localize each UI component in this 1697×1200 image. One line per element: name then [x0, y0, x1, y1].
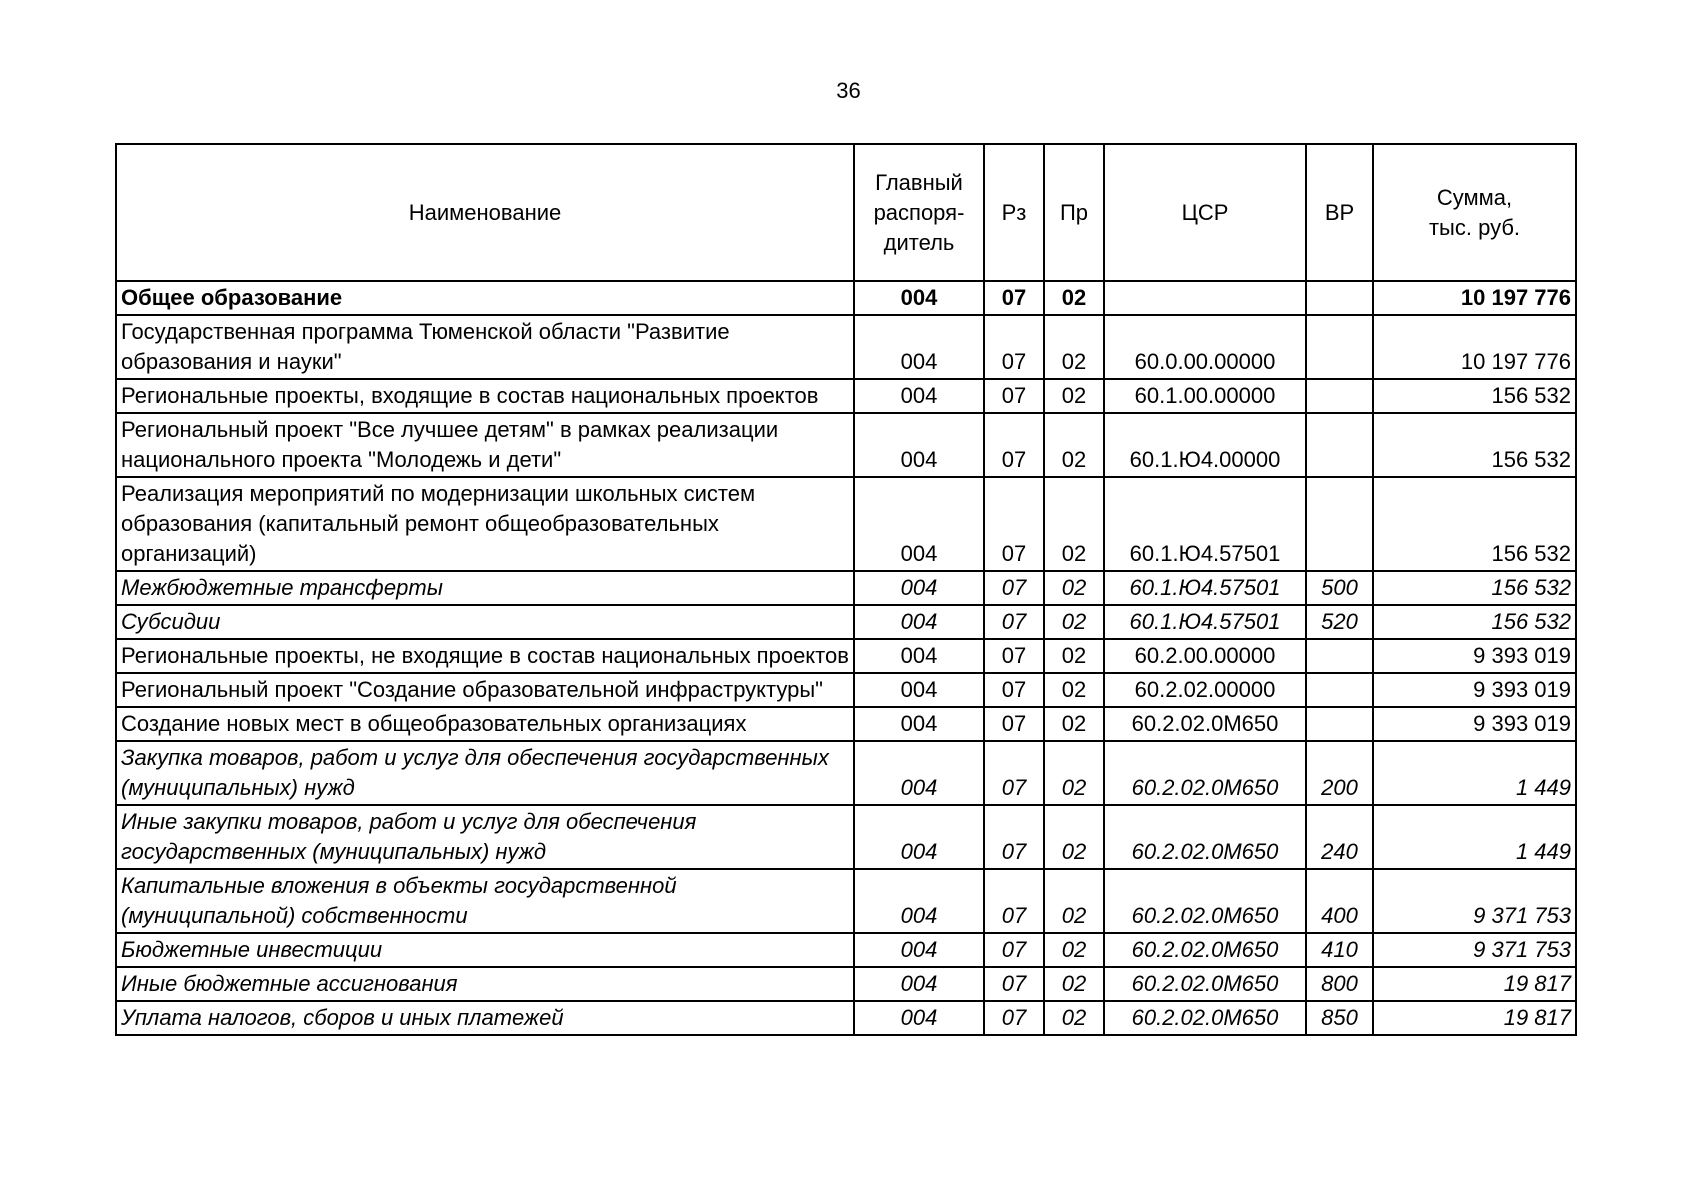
- cell-vr: [1306, 477, 1373, 571]
- table-row: [116, 741, 1576, 805]
- cell-rz: 07: [984, 805, 1044, 869]
- cell-csr: 60.2.02.0М650: [1104, 967, 1306, 1001]
- header-admin-line: Главный: [875, 169, 963, 195]
- cell-vr: [1306, 413, 1373, 477]
- cell-rz: 07: [984, 741, 1044, 805]
- cell-csr: 60.1.Ю4.00000: [1104, 413, 1306, 477]
- cell-vr: 240: [1306, 805, 1373, 869]
- cell-vr: 500: [1306, 571, 1373, 605]
- cell-csr: 60.2.02.0М650: [1104, 869, 1306, 933]
- table-header-row: [116, 144, 1576, 281]
- cell-csr: 60.2.02.00000: [1104, 673, 1306, 707]
- cell-sum: 156 532: [1373, 413, 1576, 477]
- cell-csr: 60.0.00.00000: [1104, 315, 1306, 379]
- cell-admin: 004: [854, 741, 984, 805]
- table-row: [116, 379, 1576, 413]
- cell-vr: [1306, 707, 1373, 741]
- table-row: [116, 413, 1576, 477]
- cell-sum: 9 393 019: [1373, 639, 1576, 673]
- cell-admin: 004: [854, 707, 984, 741]
- cell-admin: 004: [854, 639, 984, 673]
- cell-name: Бюджетные инвестиции: [116, 933, 854, 967]
- cell-csr: 60.2.02.0М650: [1104, 933, 1306, 967]
- cell-vr: [1306, 379, 1373, 413]
- cell-name: Капитальные вложения в объекты государственной (муниципальной) собственности: [116, 869, 854, 933]
- cell-sum: 19 817: [1373, 967, 1576, 1001]
- cell-pr: 02: [1044, 281, 1104, 315]
- cell-csr: 60.2.02.0М650: [1104, 741, 1306, 805]
- cell-vr: 520: [1306, 605, 1373, 639]
- cell-admin: 004: [854, 1001, 984, 1035]
- cell-name: Иные закупки товаров, работ и услуг для обеспечения государственных (муниципальных) нужд: [116, 805, 854, 869]
- cell-sum: 1 449: [1373, 805, 1576, 869]
- header-vr: ВР: [1306, 144, 1373, 281]
- cell-sum: 9 371 753: [1373, 933, 1576, 967]
- cell-name: Закупка товаров, работ и услуг для обеспечения государственных (муниципальных) нужд: [116, 741, 854, 805]
- cell-csr: 60.2.00.00000: [1104, 639, 1306, 673]
- table-row: [116, 933, 1576, 967]
- cell-admin: 004: [854, 571, 984, 605]
- table-row: [116, 477, 1576, 571]
- cell-csr: 60.2.02.0М650: [1104, 805, 1306, 869]
- cell-sum: 10 197 776: [1373, 281, 1576, 315]
- cell-name: Региональный проект "Все лучшее детям" в рамках реализации национального проекта "Молодежь и дети": [116, 413, 854, 477]
- cell-name: Субсидии: [116, 605, 854, 639]
- cell-pr: 02: [1044, 967, 1104, 1001]
- cell-rz: 07: [984, 673, 1044, 707]
- cell-rz: 07: [984, 571, 1044, 605]
- cell-rz: 07: [984, 707, 1044, 741]
- cell-csr: 60.1.00.00000: [1104, 379, 1306, 413]
- table-row: [116, 1001, 1576, 1035]
- cell-vr: [1306, 315, 1373, 379]
- cell-pr: 02: [1044, 639, 1104, 673]
- table-row: [116, 707, 1576, 741]
- cell-pr: 02: [1044, 869, 1104, 933]
- cell-csr: [1104, 281, 1306, 315]
- cell-pr: 02: [1044, 477, 1104, 571]
- cell-name: Реализация мероприятий по модернизации школьных систем образования (капитальный ремонт общеобразовательных организаций): [116, 477, 854, 571]
- cell-vr: [1306, 673, 1373, 707]
- cell-csr: 60.2.02.0М650: [1104, 707, 1306, 741]
- header-sum-line: тыс. руб.: [1428, 214, 1521, 240]
- cell-rz: 07: [984, 477, 1044, 571]
- cell-admin: 004: [854, 605, 984, 639]
- cell-pr: 02: [1044, 571, 1104, 605]
- cell-admin: 004: [854, 805, 984, 869]
- cell-vr: 800: [1306, 967, 1373, 1001]
- cell-name: Межбюджетные трансферты: [116, 571, 854, 605]
- table-body: [116, 281, 1576, 1035]
- cell-sum: 19 817: [1373, 1001, 1576, 1035]
- cell-pr: 02: [1044, 707, 1104, 741]
- cell-vr: 410: [1306, 933, 1373, 967]
- cell-rz: 07: [984, 1001, 1044, 1035]
- cell-csr: 60.1.Ю4.57501: [1104, 477, 1306, 571]
- cell-sum: 9 393 019: [1373, 673, 1576, 707]
- cell-sum: 156 532: [1373, 571, 1576, 605]
- cell-sum: 10 197 776: [1373, 315, 1576, 379]
- cell-admin: 004: [854, 869, 984, 933]
- table-row: [116, 639, 1576, 673]
- cell-name: Государственная программа Тюменской области "Развитие образования и науки": [116, 315, 854, 379]
- cell-name: Региональный проект "Создание образовательной инфраструктуры": [116, 673, 854, 707]
- cell-rz: 07: [984, 967, 1044, 1001]
- cell-rz: 07: [984, 605, 1044, 639]
- cell-admin: 004: [854, 477, 984, 571]
- table-row: [116, 869, 1576, 933]
- page-number: 36: [836, 78, 861, 103]
- cell-pr: 02: [1044, 413, 1104, 477]
- table-row: [116, 571, 1576, 605]
- header-pr: Пр: [1044, 144, 1104, 281]
- header-sum: [1373, 144, 1576, 281]
- cell-vr: 850: [1306, 1001, 1373, 1035]
- cell-rz: 07: [984, 639, 1044, 673]
- cell-name: Уплата налогов, сборов и иных платежей: [116, 1001, 854, 1035]
- cell-admin: 004: [854, 281, 984, 315]
- cell-rz: 07: [984, 869, 1044, 933]
- table-row: [116, 805, 1576, 869]
- cell-vr: 400: [1306, 869, 1373, 933]
- header-csr: ЦСР: [1104, 144, 1306, 281]
- cell-pr: 02: [1044, 605, 1104, 639]
- cell-rz: 07: [984, 281, 1044, 315]
- cell-rz: 07: [984, 379, 1044, 413]
- cell-admin: 004: [854, 933, 984, 967]
- header-rz: Рз: [984, 144, 1044, 281]
- cell-pr: 02: [1044, 379, 1104, 413]
- cell-admin: 004: [854, 413, 984, 477]
- header-sum-line: Сумма,: [1436, 184, 1513, 210]
- header-admin: [854, 144, 984, 281]
- cell-rz: 07: [984, 413, 1044, 477]
- cell-rz: 07: [984, 315, 1044, 379]
- cell-sum: 156 532: [1373, 379, 1576, 413]
- cell-name: Создание новых мест в общеобразовательных организациях: [116, 707, 854, 741]
- cell-csr: 60.1.Ю4.57501: [1104, 605, 1306, 639]
- cell-rz: 07: [984, 933, 1044, 967]
- cell-sum: 156 532: [1373, 605, 1576, 639]
- cell-name: Иные бюджетные ассигнования: [116, 967, 854, 1001]
- cell-csr: 60.1.Ю4.57501: [1104, 571, 1306, 605]
- cell-pr: 02: [1044, 741, 1104, 805]
- cell-name: Региональные проекты, входящие в состав национальных проектов: [116, 379, 854, 413]
- cell-vr: [1306, 639, 1373, 673]
- cell-pr: 02: [1044, 673, 1104, 707]
- header-admin-line: распоря-: [873, 199, 965, 225]
- cell-pr: 02: [1044, 315, 1104, 379]
- cell-pr: 02: [1044, 805, 1104, 869]
- table-row: [116, 673, 1576, 707]
- cell-admin: 004: [854, 967, 984, 1001]
- cell-pr: 02: [1044, 933, 1104, 967]
- cell-pr: 02: [1044, 1001, 1104, 1035]
- cell-sum: 1 449: [1373, 741, 1576, 805]
- cell-csr: 60.2.02.0М650: [1104, 1001, 1306, 1035]
- cell-name: Общее образование: [116, 281, 854, 315]
- header-name: Наименование: [116, 144, 854, 281]
- cell-name: Региональные проекты, не входящие в состав национальных проектов: [116, 639, 854, 673]
- table-row: [116, 281, 1576, 315]
- cell-admin: 004: [854, 379, 984, 413]
- cell-sum: 9 393 019: [1373, 707, 1576, 741]
- header-admin-line: дитель: [883, 229, 955, 255]
- cell-admin: 004: [854, 673, 984, 707]
- cell-vr: [1306, 281, 1373, 315]
- cell-sum: 156 532: [1373, 477, 1576, 571]
- table-row: [116, 967, 1576, 1001]
- table-row: [116, 605, 1576, 639]
- table-row: [116, 315, 1576, 379]
- budget-table: [115, 143, 1577, 1036]
- cell-admin: 004: [854, 315, 984, 379]
- cell-sum: 9 371 753: [1373, 869, 1576, 933]
- cell-vr: 200: [1306, 741, 1373, 805]
